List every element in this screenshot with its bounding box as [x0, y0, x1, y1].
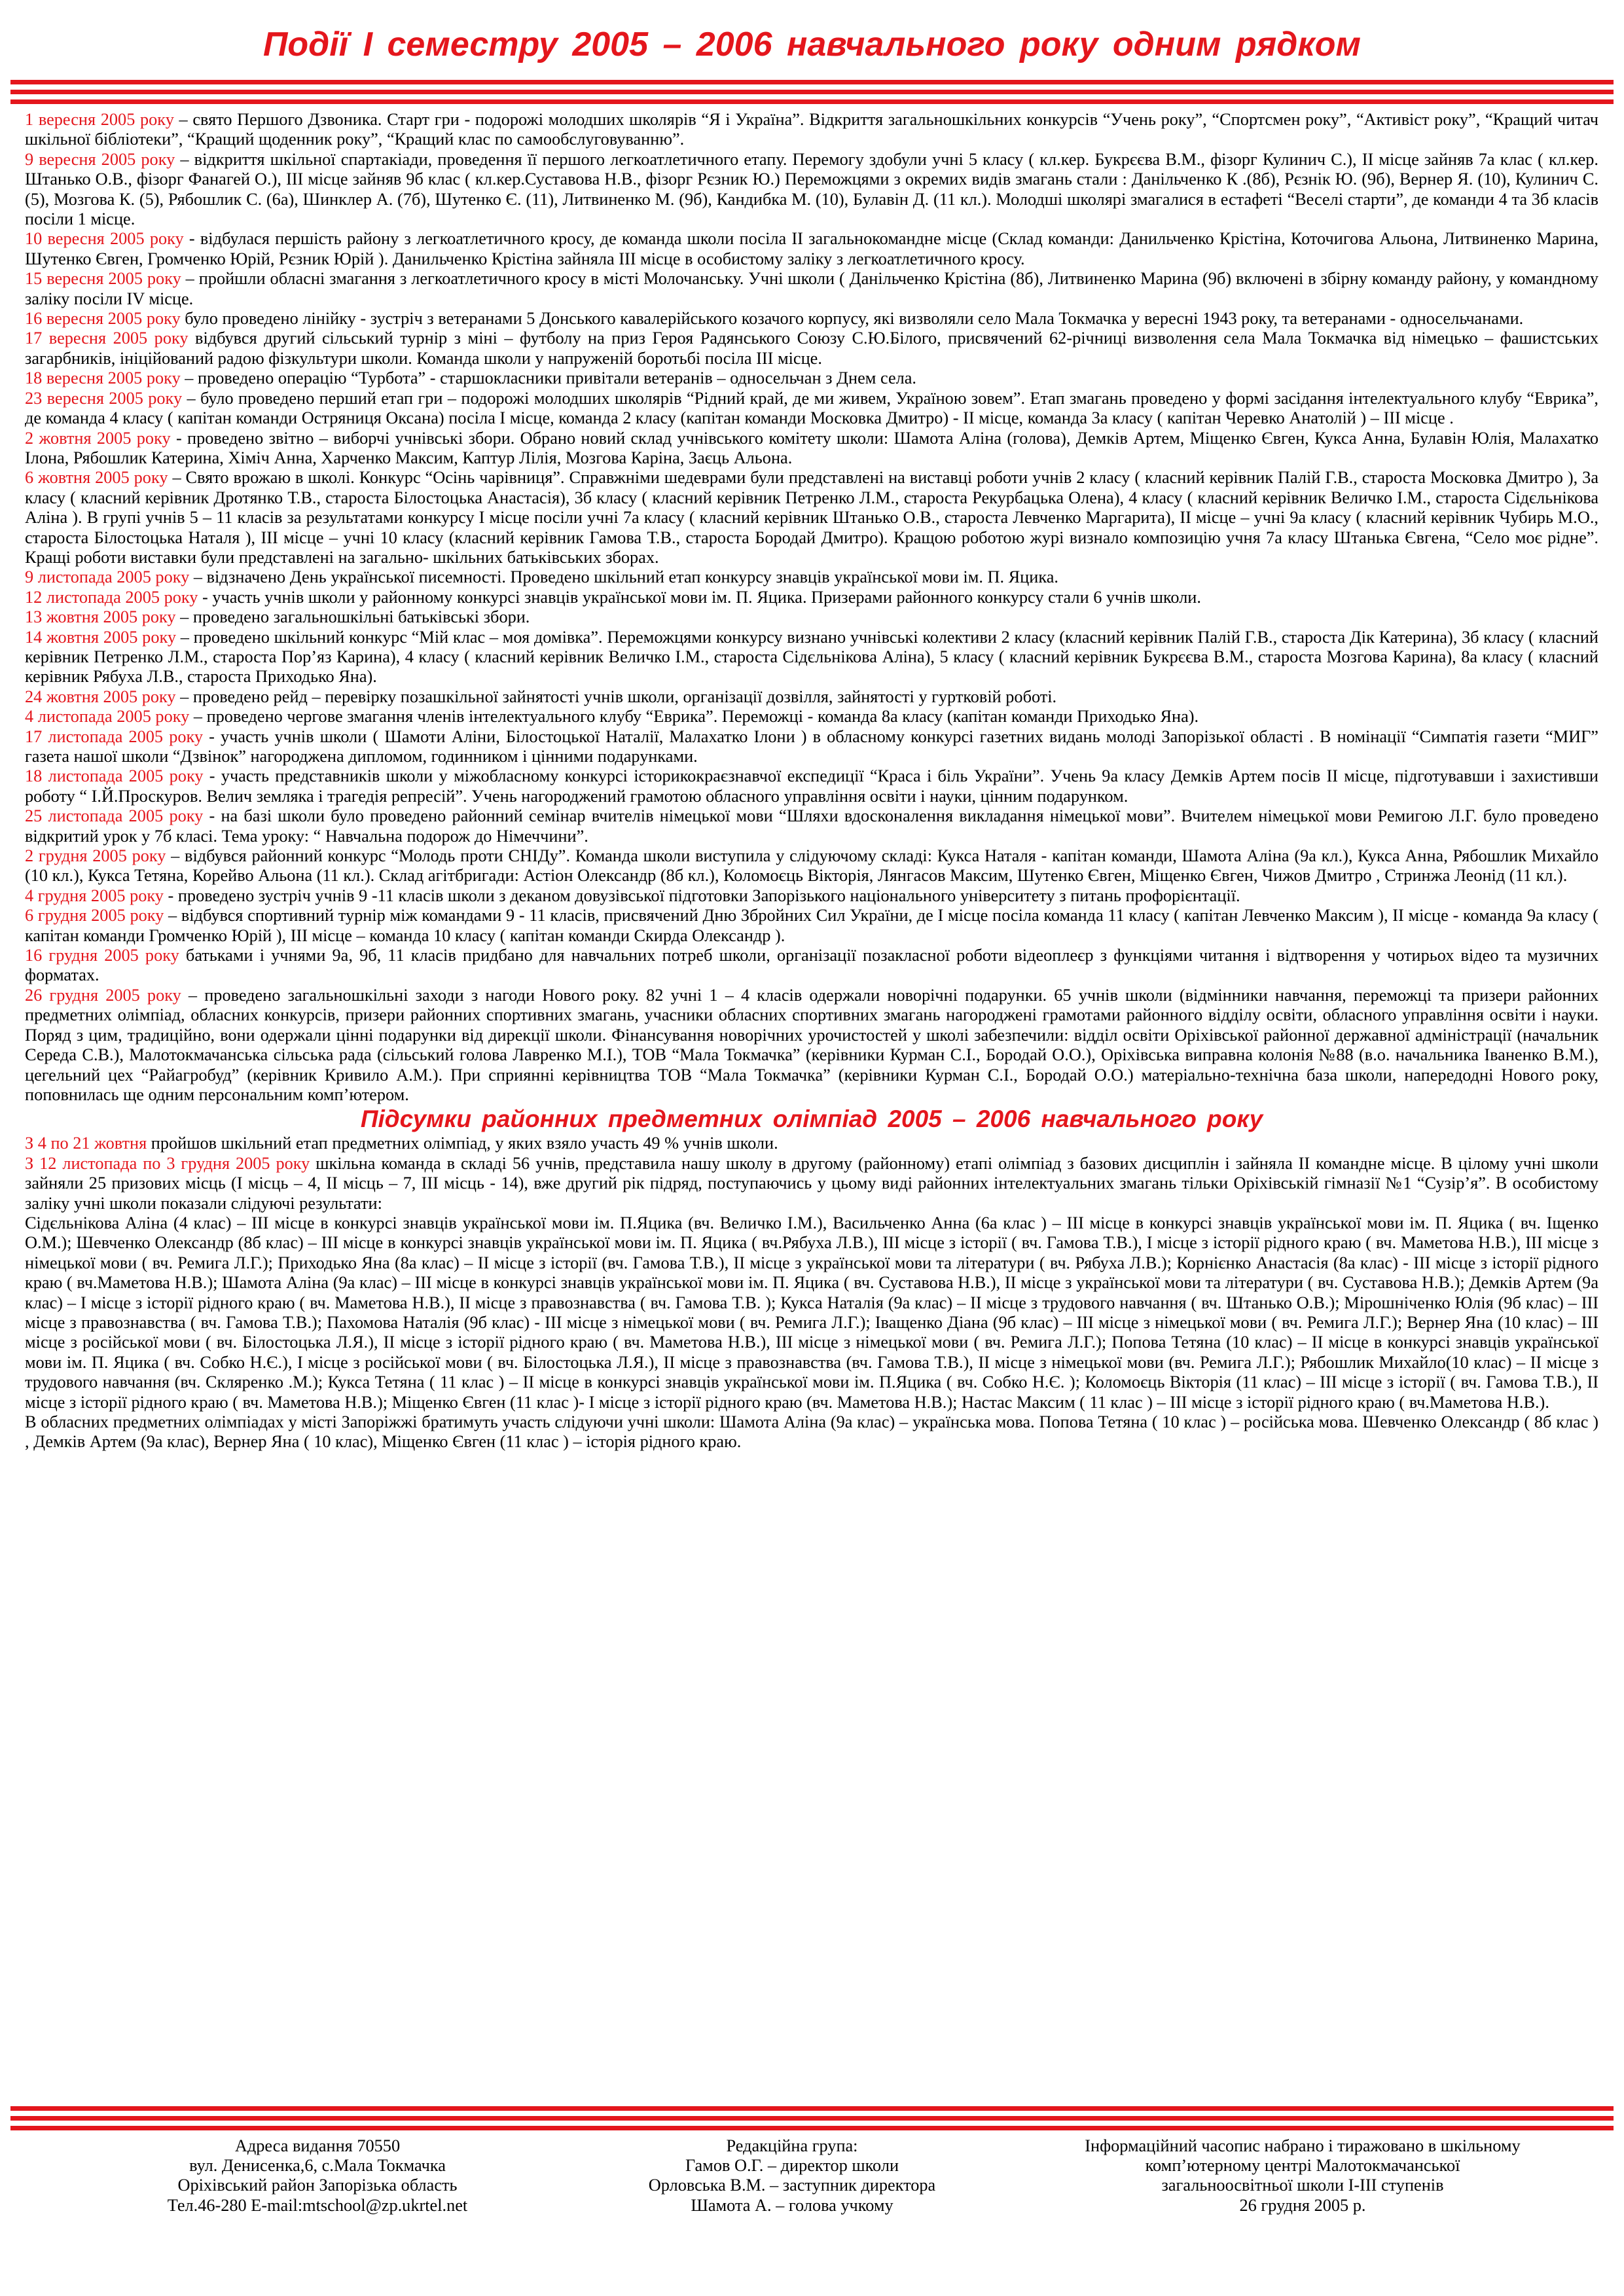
event-date: 18 листопада 2005 року [25, 766, 204, 786]
event-date: 2 грудня 2005 року [25, 846, 166, 866]
event-date: 16 вересня 2005 року [25, 309, 181, 329]
event-date: 25 листопада 2005 року [25, 806, 204, 826]
event-date: 24 жовтня 2005 року [25, 687, 176, 706]
editorial-heading: Редакційна група: [726, 2136, 858, 2155]
event-entry [25, 806, 1598, 846]
event-text: – проведено загальношкільні батьківські збори. [175, 607, 530, 627]
event-text: – пройшли обласні змагання з легкоатлетичного кросу в місті Молочанську. Учні школи ( Данільченко Крістіна (8б), Литвиненко Марина (9б) включені в збірну команду району, у командному заліку посіли IV місце. [25, 269, 1598, 308]
event-date: 1 вересня 2005 року [25, 110, 174, 129]
event-text: – відзначено День української писемності. Проведено шкільний етап конкурсу знавців української мови ім. П. Яцика. [189, 567, 1058, 587]
header-divider [10, 80, 1614, 84]
event-entry [25, 1154, 1598, 1213]
event-entry [25, 269, 1598, 309]
event-text: відбувся другий сільський турнір з міні – футболу на приз Героя Радянського Союзу С.Ю.Білого, присвячений 62-річниці визволення села Мала Токмачка від німецько – фашистських загарбників, ініційований радою фізкультури школи. Команда школи у напруженій боротьбі посіла ІІІ місце. [25, 329, 1598, 368]
address-line: Адреса видання 70550 [234, 2136, 401, 2155]
print-info [1015, 2136, 1591, 2215]
event-date: З 12 листопада по 3 грудня 2005 року [25, 1153, 310, 1173]
event-entry [25, 329, 1598, 368]
event-entry [25, 429, 1598, 469]
event-date: 14 жовтня 2005 року [25, 627, 177, 647]
print-info-line: загальноосвітньої школи І-ІІІ ступенів [1161, 2176, 1444, 2195]
event-text: – проведено операцію “Турбота” - старшокласники привітали ветеранів – односельчан з Днем села. [180, 368, 916, 388]
event-date: 13 жовтня 2005 року [25, 607, 176, 627]
event-entry [25, 368, 1598, 388]
editor-line: Гамов О.Г. – директор школи [685, 2156, 899, 2176]
footer-divider [10, 2126, 1614, 2130]
event-entry [25, 110, 1598, 150]
event-text: – проведено шкільний конкурс “Мій клас – моя домівка”. Переможцями конкурсу визнано учнівські колективи 2 класу (класний керівник Палій Г.В., староста Дік Катерина), 3б класу ( класний керівник Петренко Л.М., староста Пор’яз Карина), 4 класу ( класний керівник Величко І.М., староста Сідєльнікова Аліна), 5 класу ( класний керівник Букрєєва В.М., староста Мозгова Карина), 8а класу ( класний керівник Рябуха Л.В., староста Приходько Яна). [25, 627, 1598, 687]
event-date: 9 листопада 2005 року [25, 567, 190, 587]
event-text: - проведено звітно – виборчі учнівські збори. Обрано новий склад учнівського комітету школи: Шамота Аліна (голова), Демків Артем, Міщенко Євген, Кукса Анна, Булавін Юлія, Малахатко Ілона, Рябошлик Катерина, Хіміч Анна, Харченко Максим, Каптур Лілія, Мозгова Каріна, Заєць Альона. [25, 428, 1598, 467]
event-date: 6 грудня 2005 року [25, 906, 164, 925]
event-text: шкільна команда в складі 56 учнів, представила нашу школу в другому (районному) етапі олімпіад з базових дисциплін і зайняла ІІ командне місце. В цілому учні школи зайняли 25 призових місць (І місць – 4, ІІ місць – 7, ІІІ місць - 14), вже другий рік підряд, поступаючись у цьому виді районних інтелектуальних змагань тільки Оріхівській гімназії №1 “Сузір’я”. В особистому заліку учні школи показали слідуючі результати: [25, 1153, 1598, 1213]
event-text: – свято Першого Дзвоника. Старт гри - подорожі молодших школярів “Я і Україна”. Відкриття загальношкільних конкурсів “Учень року”, “Спортсмен року”, “Активіст року”, “Кращий читач шкільної бібліотеки”, “Кращий щоденник року”, “Кращий клас по самообслуговуванню”. [25, 110, 1598, 149]
event-date: 15 вересня 2005 року [25, 269, 181, 289]
event-entry [25, 1134, 1598, 1153]
footer-divider [10, 2106, 1614, 2111]
event-date: 10 вересня 2005 року [25, 229, 184, 249]
editor-line: Орловська В.М. – заступник директора [648, 2176, 936, 2195]
event-entry [25, 389, 1598, 429]
article-body [25, 110, 1598, 1452]
olympiad-list [25, 1134, 1598, 1213]
event-text: – проведено чергове змагання членів інтелектуального клубу “Еврика”. Переможці - команда 8а класу (капітан команди Приходько Яна). [189, 707, 1199, 726]
contact-line: Тел.46-280 E-mail:mtschool@zp.ukrtel.net [167, 2195, 468, 2215]
event-text: - проведено зустріч учнів 9 -11 класів школи з деканом довузівської підготовки Запорізького національного університету з питань профорієнтації. [163, 886, 1240, 905]
event-text: було проведено лінійку - зустріч з ветеранами 5 Донського кавалерійського козачого корпусу, які визволяли село Мала Токмачка у вересні 1943 року, та ветеранами - односельчанами. [180, 309, 1524, 329]
olympiad-results: Сідєльнікова Аліна (4 клас) – ІІІ місце в конкурсі знавців української мови ім. П.Яцика (вч. Величко І.М.), Васильченко Анна (6а клас ) – ІІІ місце в конкурсі знавців української мови ім. П. Яцика ( вч. Іщенко О.М.); Шевченко Олександр (8б клас) – ІІІ місце в конкурсі знавців української мови ім. П. Яцика ( вч.Рябуха Л.В.), ІІІ місце з історії ( вч. Гамова Т.В.), І місце з історії рідного краю ( вч. Маметова Н.В.), ІІІ місце з німецької мови ( вч. Ремига Л.Г.); Приходько Яна (8а клас) – ІІ місце з історії (вч. Гамова Т.В.), ІІ місце з української мови та літератури ( вч. Рябуха Л.В.); Корнієнко Анастасія (8а клас) - ІІІ місце з історії рідного краю ( вч.Маметова Н.В.); Шамота Аліна (9а клас) – ІІІ місце в конкурсі знавців української мови ім. П. Яцика ( вч. Суставова Н.В.), ІІ місце з української мови та літератури ( вч. Суставова Н.В.); Демків Артем (9а клас) – І місце з історії рідного краю ( вч. Маметова Н.В.), ІІ місце з правознавства ( вч. Гамова Т.В. ); Кукса Наталія (9а клас) – ІІ місце з трудового навчання ( вч. Штанько О.В.); Мірошніченко Юлія (9б клас) – ІІІ місце з правознавства ( вч. Гамова Т.В.); Пахомова Наталія (9б клас) - ІІІ місце з німецької мови ( вч. Ремига Л.Г.); Іващенко Діана (9б клас) – ІІІ місце з німецької мови ( вч. Ремига Л.Г.); Вернер Яна (10 клас) – ІІІ місце з російської мови ( вч. Білостоцька Л.Я.), ІІ місце з історії рідного краю ( вч. Маметова Н.В.), ІІІ місце з німецької мови ( вч. Ремига Л.Г.); Попова Тетяна (10 клас) – ІІ місце в конкурсі знавців української мови ім. П. Яцика ( вч. Собко Н.Є.), І місце з російської мови ( вч. Білостоцька Л.Я.), ІІ місце з правознавства (вч. Гамова Т.В.), ІІ місце з німецької мови (вч. Ремига Л.Г.); Рябошлик Михайло(10 клас) – ІІ місце з трудового навчання (вч. Скляренко .М.); Кукса Тетяна ( 11 клас ) – ІІ місце в конкурсі знавців української мови ім. П.Яцика ( вч. Собко Н.Є. ); Коломоєць Вікторія (11 клас) – ІІІ місце з історії ( вч. Гамова Т.В.), ІІ місце з історії рідного краю ( вч. Маметова Н.В.); Міщенко Євген (11 клас )- І місце з історії рідного краю (вч. Маметова Н.В.); Настас Максим ( 11 клас ) – ІІІ місце з історії рідного краю ( вч.Маметова Н.В.). [25, 1213, 1598, 1412]
event-date: 23 вересня 2005 року [25, 388, 183, 408]
event-text: - участь учнів школи ( Шамоти Аліни, Білостоцької Наталії, Малахатко Ілони ) в обласному конкурсі газетних видань молоді Запорізької області . В номінації “Симпатія газети “МИГ” газета нашої школи “Дзвінок” нагороджена дипломом, годинником і цінними подарунками. [25, 726, 1598, 766]
event-text: - участь учнів школи у районному конкурсі знавців української мови ім. П. Яцика. Призерами районного конкурсу стали 6 учнів школи. [198, 587, 1201, 607]
event-date: 6 жовтня 2005 року [25, 468, 168, 488]
event-text: - участь представників школи у міжобласному конкурсі історикокраєзнавчої експедиції “Краса і біль України”. Учень 9а класу Демків Артем посів ІІ місце, підготувавши і захистивши роботу “ І.Й.Проскуров. Велич земляка і трагедія репресій”. Учень нагороджений грамотою обласного управління освіти і науки, цінним подарунком. [25, 766, 1599, 806]
event-date: 26 грудня 2005 року [25, 985, 181, 1005]
event-date: З 4 по 21 жовтня [25, 1134, 151, 1153]
event-text: - відбулася першість району з легкоатлетичного кросу, де команда школи посіла ІІ загальнокомандне місце (Склад команди: Данильченко Крістіна, Коточигова Альона, Литвиненко Марина, Шутенко Євген, Громченко Юрій, Рєзник Юрій ). Данильченко Крістіна зайняла ІІІ місце в особистому заліку з легкоатлетичного кросу. [25, 229, 1598, 268]
events-list [25, 110, 1598, 1105]
event-entry [25, 846, 1598, 886]
editor-line: Шамота А. – голова учкому [691, 2195, 893, 2215]
event-entry [25, 766, 1598, 806]
event-date: 16 грудня 2005 року [25, 946, 179, 965]
event-text: – відбувся спортивний турнір між командами 9 - 11 класів, присвячений Дню Збройних Сил України, де І місце посіла команда 11 класу ( капітан Левченко Максим ), ІІ місце - команда 9а класу ( капітан команди Громченко Юрій ), ІІІ місце – команда 10 класу ( капітан команди Скирда Олександр ). [25, 906, 1598, 945]
event-date: 12 листопада 2005 року [25, 587, 198, 607]
header-divider [10, 99, 1614, 104]
event-text: – відбувся районний конкурс “Молодь проти СНІДу”. Команда школи виступила у слідуючому складі: Кукса Наталя - капітан команди, Шамота Аліна (9а кл.), Кукса Анна, Рябошлик Михайло (10 кл.), Кукса Тетяна, Корейво Альона (11 кл.). Склад агітбригади: Астіон Олександр (8б кл.), Коломоєць Вікторія, Лянгасов Максим, Шутенко Євген, Міщенко Євген, Чижов Дмитро , Стринжа Леонід (11 кл.). [25, 846, 1598, 886]
event-entry [25, 309, 1598, 329]
event-entry [25, 727, 1598, 767]
event-date: 9 вересня 2005 року [25, 149, 175, 169]
address-line: вул. Денисенка,6, с.Мала Токмачка [189, 2156, 446, 2176]
event-date: 4 листопада 2005 року [25, 707, 190, 726]
event-entry [25, 707, 1598, 726]
event-entry [25, 468, 1598, 567]
event-entry [25, 567, 1598, 587]
event-date: 18 вересня 2005 року [25, 368, 181, 388]
event-text: – проведено рейд – перевірку позашкільної зайнятості учнів школи, організації дозвілля, зайнятості у гуртковій роботі. [175, 687, 1057, 706]
event-date: 17 вересня 2005 року [25, 329, 189, 348]
issue-date: 26 грудня 2005 р. [1239, 2195, 1366, 2215]
event-text: пройшов шкільний етап предметних олімпіад, у яких взяло участь 49 % учнів школи. [151, 1134, 778, 1153]
event-entry [25, 628, 1598, 687]
event-entry [25, 886, 1598, 906]
event-date: 2 жовтня 2005 року [25, 428, 171, 448]
event-text: – відкриття шкільної спартакіади, проведення її першого легкоатлетичного етапу. Перемогу здобули учні 5 класу ( кл.кер. Букрєєва В.М., фізорг Кулинич С.), ІІ місце зайняв 7а клас ( кл.кер. Штанько О.В., фізорг Фанагей О.), ІІІ місце зайняв 9б клас ( кл.кер.Суставова Н.В., фізорг Рєзник Ю.) Переможцями з окремих видів змагань стали : Данільченко К .(8б), Рєзнік Ю. (9б), Вернер Я. (10), Кулинич С. (5), Мозгова К. (5), Рябошлик С. (6а), Шинклер А. (7б), Шутенко Є. (11), Литвиненко М. (9б), Кандибка М. (10), Булавін Д. (11 кл.). Молодші школярі змагалися в естафеті “Веселі старти”, де команди 4 та 3б класів посіли 1 місце. [25, 149, 1598, 229]
address-line: Оріхівський район Запорізька область [177, 2176, 458, 2195]
print-info-line: Інформаційний часопис набрано і тиражовано в шкільному [1085, 2136, 1521, 2155]
event-text: - на базі школи було проведено районний семінар вчителів німецької мови “Шляхи вдосконалення викладання німецької мови”. Вчителем німецької мови Ремигою Л.Г. було проведено відкритий урок у 7б класі. Тема уроку: “ Навчальна подорож до Німеччини”. [25, 806, 1599, 846]
event-date: 4 грудня 2005 року [25, 886, 164, 905]
event-entry [25, 687, 1598, 707]
event-entry [25, 588, 1598, 607]
event-entry [25, 607, 1598, 627]
event-text: батьками і учнями 9а, 9б, 11 класів придбано для навчальних потреб школи, організації позакласної роботи відеоплеєр з функціями читання і відтворення у чотирьох відео та музичних форматах. [25, 946, 1599, 985]
event-text: – проведено загальношкільні заходи з нагоди Нового року. 82 учні 1 – 4 класів одержали новорічні подарунки. 65 учнів школи (відмінники навчання, переможці та призери районних предметних олімпіад, обласних конкурсів, призери районних спортивних змагань, учасники обласних спортивних змагань нагороджені грамотами районного відділу освіти, обласного управління освіти і науки. Поряд з цим, традиційно, вони одержали цінні подарунки від дирекції школи. Фінансування новорічних урочистостей у школі забезпечили: відділ освіти Оріхівської районної державної адміністрації (начальник Середа С.В.), Малотокмачанська сільська рада (сільський голова Лавренко М.І.), ТОВ “Мала Токмачка” (керівники Курман С.І., Бородай О.О.), Оріхівська виправна колонія №88 (в.о. начальника Іваненко В.М.), цегельний цех “Райагробуд” (керівник Кривило А.М.). При сприянні керівництва ТОВ “Мала Токмачка” (керівники Курман С.І., Бородай О.О.) матеріально-технічна база школи, напередодні Нового року, поповнилась ще одним персональним комп’ютером. [25, 985, 1598, 1104]
page-title: Події І семестру 2005 – 2006 навчального року одним рядком [262, 26, 1362, 63]
regional-olympiad-note: В обласних предметних олімпіадах у місті Запоріжжі братимуть участь слідуючи учні школи: Шамота Аліна (9а клас) – українська мова. Попова Тетяна ( 10 клас ) – російська мова. Шевченко Олександр ( 8б клас ) , Демків Артем (9а клас), Вернер Яна ( 10 клас), Міщенко Євген (11 клас ) – історія рідного краю. [25, 1412, 1598, 1452]
event-date: 17 листопада 2005 року [25, 726, 204, 746]
publisher-address [131, 2136, 504, 2215]
header-divider [10, 90, 1614, 94]
event-text: – Свято врожаю в школі. Конкурс “Осінь чарівниця”. Справжніми шедеврами були представлені на виставці роботи учнів 2 класу ( класний керівник Палій Г.В., староста Московка Дмитро ), 3а класу ( класний керівник Дротянко Т.В., староста Білостоцька Анастасія), 3б класу ( класний керівник Петренко Л.М., староста Рекурбацька Олена), 4 класу ( класний керівник Величко І.М., староста Сідєльнікова Аліна ). В групі учнів 5 – 11 класів за результатами конкурсу І місце посіли учні 7а класу ( класний керівник Штанько О.В., староста Левченко Маргарита), ІІ місце – учні 9а класу ( класний керівник Чубирь М.О., староста Білостоцька Наталя ), ІІІ місце – учні 10 класу (класний керівник Гамова Т.В., староста Бородай Дмитро). Кращою роботою журі визнало композицію учня 7а класу Штанька Євгена, “Село моє рідне”. Кращі роботи виставки були представлені на загально- шкільних батьківських зборах. [25, 468, 1598, 567]
event-entry [25, 229, 1598, 269]
olympiad-heading: Підсумки районних предметних олімпіад 2005 – 2006 навчального року [360, 1105, 1263, 1133]
editorial-group [589, 2136, 995, 2215]
footer-divider [10, 2116, 1614, 2121]
event-entry [25, 946, 1598, 986]
print-info-line: комп’ютерному центрі Малотокмачанської [1145, 2156, 1460, 2176]
event-entry [25, 986, 1598, 1105]
event-entry [25, 150, 1598, 230]
event-entry [25, 906, 1598, 946]
event-text: – було проведено перший етап гри – подорожі молодших школярів “Рідний край, де ми живем, Україною зовем”. Етап змагань проведено у формі засідання інтелектуального клубу “Еврика”, де команда 4 класу ( капітан команди Остряниця Оксана) посіла І місце, команда 2 класу (капітан команди Московка Дмитро) - ІІ місце, команда 3а класу ( капітан Черевко Анатолій ) – ІІІ місце . [25, 388, 1598, 428]
